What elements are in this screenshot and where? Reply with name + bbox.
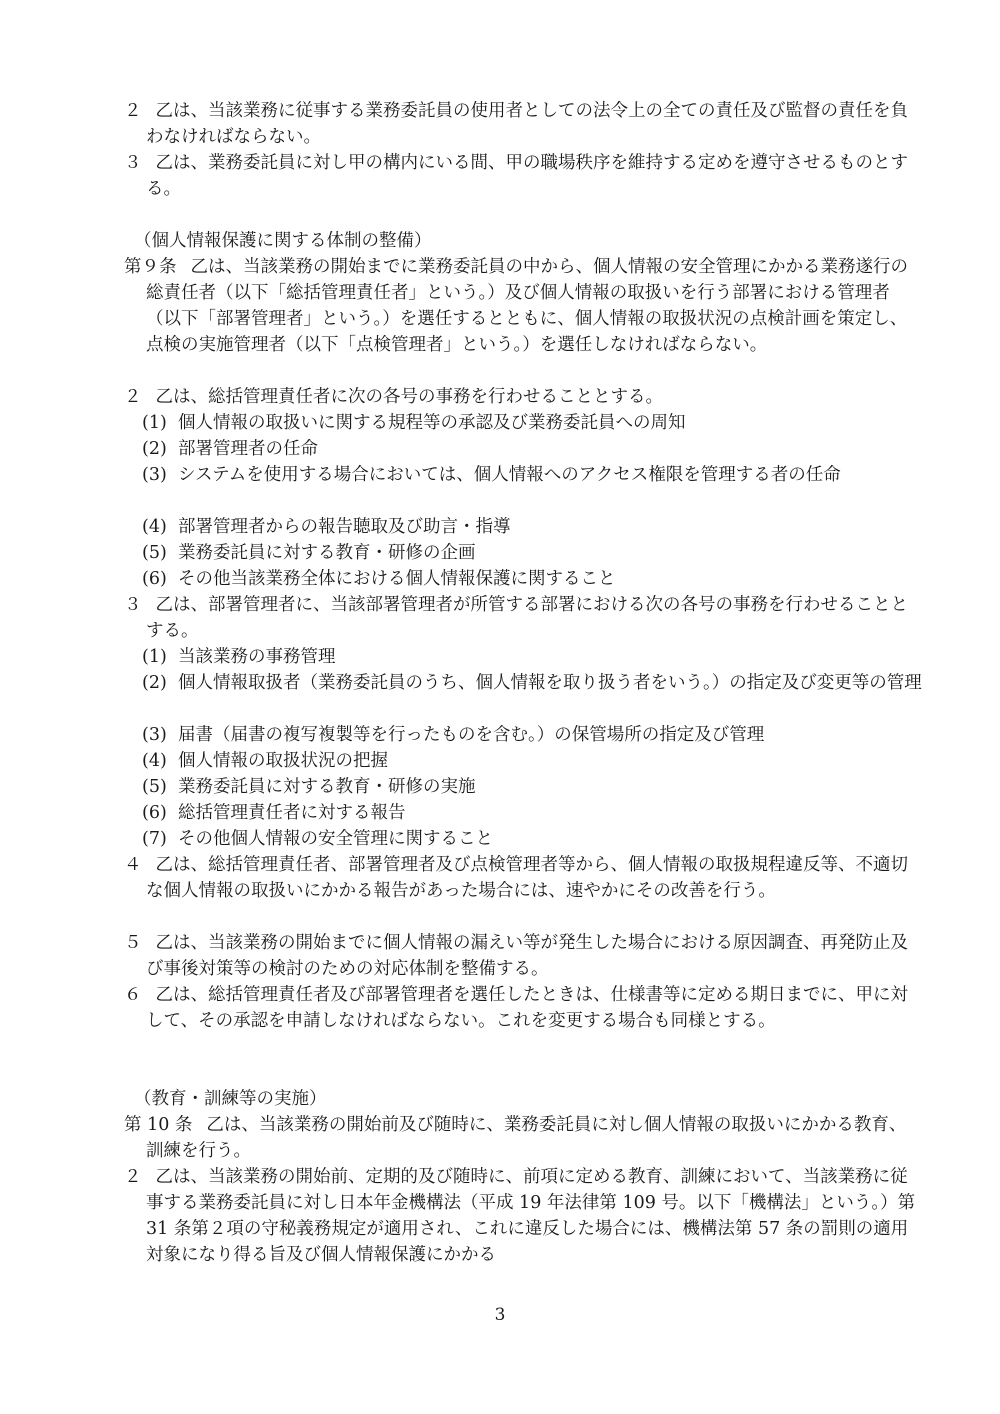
item-number: (1) (142, 413, 167, 433)
item-number: (5) (142, 543, 167, 563)
list-item (124, 462, 938, 488)
list-item (124, 800, 938, 826)
heading-text: （教育・訓練等の実施） (134, 1089, 327, 1109)
clause-paragraph (124, 384, 916, 410)
item-text: 部署管理者の任命 (178, 439, 318, 459)
paragraph-text: 乙は、総括管理責任者及び部署管理者を選任したときは、仕様書等に定める期日までに、甲に対して、その承認を申請しなければならない。これを変更する場合も同様とする。 (146, 985, 908, 1031)
item-number: (4) (142, 751, 167, 771)
list-item (124, 566, 938, 592)
item-text: 部署管理者からの報告聴取及び助言・指導 (178, 517, 511, 537)
item-number: (3) (142, 465, 167, 485)
clause-number: ３ (124, 595, 142, 615)
paragraph-text: 乙は、総括管理責任者に次の各号の事務を行わせることとする。 (155, 387, 663, 407)
paragraph-text: 乙は、当該業務の開始前及び随時に、業務委託員に対し個人情報の取扱いにかかる教育、訓練を行う。 (146, 1115, 907, 1161)
clause-number: ２ (124, 387, 142, 407)
list-item (124, 748, 938, 774)
item-number: (5) (142, 777, 167, 797)
article-number: 第 10 条 (124, 1115, 193, 1135)
list-item (124, 774, 938, 800)
clause-paragraph (124, 98, 916, 150)
paragraph-text: 乙は、業務委託員に対し甲の構内にいる間、甲の職場秩序を維持する定めを遵守させるものとする。 (146, 153, 908, 199)
list-item (124, 540, 938, 566)
paragraph-text: 乙は、当該業務の開始までに業務委託員の中から、個人情報の安全管理にかかる業務遂行の総責任者（以下「総括管理責任者」という。）及び個人情報の取扱いを行う部署における管理者（以下「部署管理者」という。）を選任するとともに、個人情報の取扱状況の点検計画を策定し、点検の実施管理者（以下「点検管理者」という。）を選任しなければならない。 (146, 257, 908, 355)
item-text: 総括管理責任者に対する報告 (178, 803, 406, 823)
list-item (124, 410, 938, 436)
clause-paragraph (124, 930, 916, 982)
list-item (124, 644, 938, 670)
item-number: (6) (142, 569, 167, 589)
item-text: 個人情報取扱者（業務委託員のうち、個人情報を取り扱う者をいう。）の指定及び変更等の管理 (178, 673, 922, 693)
item-text: システムを使用する場合においては、個人情報へのアクセス権限を管理する者の任命 (178, 465, 841, 485)
section-heading (124, 228, 904, 254)
paragraph-text: 乙は、部署管理者に、当該部署管理者が所管する部署における次の各号の事務を行わせることとする。 (146, 595, 908, 641)
paragraph-text: 乙は、当該業務の開始までに個人情報の漏えい等が発生した場合における原因調査、再発防止及び事後対策等の検討のための対応体制を整備する。 (146, 933, 908, 979)
item-text: 当該業務の事務管理 (178, 647, 336, 667)
clause-number: ２ (124, 101, 142, 121)
clause-paragraph (124, 592, 916, 644)
item-number: (6) (142, 803, 167, 823)
item-text: 個人情報の取扱いに関する規程等の承認及び業務委託員への周知 (178, 413, 686, 433)
clause-number: ６ (124, 985, 142, 1005)
paragraph-text: 乙は、総括管理責任者、部署管理者及び点検管理者等から、個人情報の取扱規程違反等、不適切な個人情報の取扱いにかかる報告があった場合には、速やかにその改善を行う。 (146, 855, 908, 901)
item-number: (2) (142, 673, 167, 693)
list-item (124, 826, 938, 852)
page-number: 3 (494, 1305, 506, 1325)
item-text: 業務委託員に対する教育・研修の企画 (178, 543, 476, 563)
item-text: 業務委託員に対する教育・研修の実施 (178, 777, 476, 797)
clause-number: ２ (124, 1167, 142, 1187)
list-item (124, 436, 938, 462)
clause-paragraph (124, 982, 916, 1034)
item-number: (4) (142, 517, 167, 537)
paragraph-text: 乙は、当該業務に従事する業務委託員の使用者としての法令上の全ての責任及び監督の責任を負わなければならない。 (146, 101, 908, 147)
section-heading (124, 1086, 904, 1112)
clause-number: ４ (124, 855, 142, 875)
article-number: 第９条 (124, 257, 177, 277)
heading-text: （個人情報保護に関する体制の整備） (134, 231, 432, 251)
paragraph-text: 乙は、当該業務の開始前、定期的及び随時に、前項に定める教育、訓練において、当該業務に従事する業務委託員に対し日本年金機構法（平成 19 年法律第 109 号。以下「機構法」という。）第 31 条第２項の守秘義務規定が適用され、これに違反した場合には、機構法第 57 条の罰則の適用対象になり得る旨及び個人情報保護にかかる (146, 1167, 916, 1265)
item-number: (3) (142, 725, 167, 745)
list-item (124, 722, 938, 748)
list-item (124, 514, 938, 540)
clause-paragraph (124, 852, 916, 904)
item-number: (2) (142, 439, 167, 459)
item-text: その他個人情報の安全管理に関すること (178, 829, 493, 849)
item-text: 個人情報の取扱状況の把握 (178, 751, 388, 771)
clause-paragraph (124, 150, 916, 202)
clause-number: ３ (124, 153, 142, 173)
item-number: (1) (142, 647, 167, 667)
article-paragraph (124, 1112, 916, 1164)
item-text: 届書（届書の複写複製等を行ったものを含む。）の保管場所の指定及び管理 (178, 725, 765, 745)
clause-paragraph (124, 1164, 916, 1268)
list-item (124, 670, 938, 696)
article-paragraph (124, 254, 916, 358)
item-text: その他当該業務全体における個人情報保護に関すること (178, 569, 616, 589)
item-number: (7) (142, 829, 167, 849)
clause-number: ５ (124, 933, 142, 953)
